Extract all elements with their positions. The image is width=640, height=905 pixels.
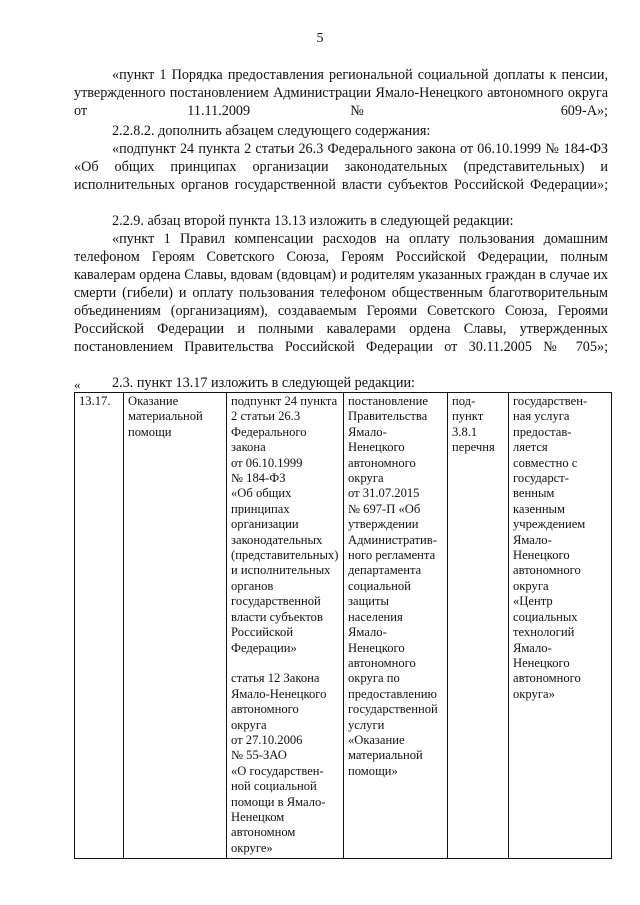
paragraph-line: Федерации от 30.11.2005 № 705»; — [366, 339, 609, 355]
cell-line: Ненецкого — [348, 440, 405, 455]
paragraph-2-3 — [74, 374, 608, 392]
cell-line: подпункт 24 пункта — [231, 394, 338, 408]
cell-line: населения — [348, 609, 403, 624]
paragraph-line: автономного округа от 11.11.2009 № 609-А»; — [74, 85, 609, 119]
paragraph-line: (представительных) и исполнительных органов государственной власти субъектов — [74, 159, 608, 193]
cell-line: автономного — [513, 563, 581, 578]
cell-line: утверждении — [348, 517, 419, 532]
cell-line: перечня — [452, 440, 495, 455]
cell-line: государственной — [231, 594, 321, 609]
cell-line: венным — [513, 486, 555, 501]
cell-line: от 27.10.2006 — [231, 732, 303, 747]
cell-line: автономного — [348, 655, 416, 670]
cell-line: округа по — [348, 671, 400, 686]
cell-line: Ямало- — [348, 625, 387, 640]
cell-line: Оказание — [128, 394, 179, 408]
paragraph-line: благотворительным объединениям (организациям), создаваемым Героями — [74, 285, 608, 319]
cell-line: технологий — [513, 625, 575, 640]
paragraph-line: «пункт 1 Правил компенсации расходов на оплату пользования домашним — [112, 231, 608, 247]
cell-line: органов — [231, 578, 274, 593]
cell-line: № 55-ЗАО — [231, 748, 287, 763]
cell-line: № 697-П «Об — [348, 501, 421, 516]
cell-subpoint — [448, 393, 509, 859]
paragraph-2-2-9 — [74, 212, 608, 230]
paragraph-line: телефоном Героям Советского Союза, Героям Российской Федерации, полным — [74, 249, 608, 265]
cell-line: предостав- — [513, 424, 572, 439]
cell-line: автономном — [231, 825, 296, 840]
cell-line: № 184-ФЗ — [231, 471, 286, 486]
paragraph-2-2-8-2 — [74, 122, 608, 140]
cell-service-name — [124, 393, 227, 859]
cell-line: от 06.10.1999 — [231, 455, 303, 470]
paragraph-line: Российской Федерации»; — [454, 177, 609, 193]
cell-line: ной социальной — [231, 779, 317, 794]
cell-line: Федерации» — [231, 640, 297, 655]
cell-line: казенным — [513, 501, 565, 516]
cell-line: Ямало- — [513, 532, 552, 547]
cell-line: ного регламента — [348, 548, 436, 563]
cell-line: Административ- — [348, 532, 437, 547]
cell-line: Ямало- — [513, 640, 552, 655]
cell-line: 2 статьи 26.3 — [231, 409, 301, 424]
paragraph-federal-law-184 — [74, 140, 608, 194]
cell-line: автономного — [231, 702, 299, 717]
cell-line: Правительства — [348, 409, 428, 424]
cell-line: предоставлению — [348, 686, 437, 701]
cell-line: помощи — [128, 424, 172, 439]
cell-line: и исполнительных — [231, 563, 331, 578]
cell-line: автономного — [348, 455, 416, 470]
cell-legal-basis — [227, 393, 344, 859]
paragraph-line: «пункт 1 Порядка предоставления региональной социальной доплаты к — [112, 67, 557, 83]
paragraph-line: пенсии, утвержденного постановлением Администрации Ямало-Ненецкого — [74, 67, 608, 101]
cell-line: 3.8.1 — [452, 424, 478, 439]
cell-line: учреждением — [513, 517, 586, 532]
cell-line: округа — [348, 471, 384, 486]
cell-line: государствен- — [513, 394, 588, 408]
cell-line: «О государствен- — [231, 763, 324, 778]
cell-line: защиты — [348, 594, 389, 609]
service-table — [74, 392, 612, 859]
paragraph-line: 2.2.9. абзац второй пункта 13.13 изложить в следующей редакции: — [112, 213, 514, 229]
paragraph-phone-compensation — [74, 230, 608, 356]
cell-line: услуги — [348, 717, 385, 732]
cell-line: совместно с — [513, 455, 578, 470]
cell-regulation — [344, 393, 448, 859]
cell-line: пункт — [452, 409, 484, 424]
cell-line: законодательных — [231, 532, 323, 547]
paragraph-line: кавалерам ордена Славы, вдовам (вдовцам) и родителям указанных граждан в — [74, 267, 546, 283]
cell-line: округа» — [513, 686, 555, 701]
cell-line: Федерального — [231, 424, 307, 439]
cell-line: «Оказание — [348, 732, 405, 747]
paragraph-line: «подпункт 24 пункта 2 статьи 26.3 Федерального закона от 06.10.1999 — [112, 141, 542, 157]
cell-line: Ненецкого — [348, 640, 405, 655]
cell-line: округа — [231, 717, 267, 732]
cell-line: Ненецком — [231, 809, 285, 824]
paragraph-line: случае их смерти (гибели) и оплату пользования телефоном общественным — [74, 267, 609, 301]
page-number: 5 — [316, 31, 324, 46]
cell-line: социальной — [348, 578, 411, 593]
paragraph-line: ордена Славы, утвержденных постановлением Правительства Российской — [74, 321, 609, 355]
cell-line: власти субъектов — [231, 609, 323, 624]
cell-provider — [509, 393, 612, 859]
cell-line: Ненецкого — [513, 655, 570, 670]
cell-line: Ненецкого — [513, 548, 570, 563]
paragraph-pension-supplement — [74, 66, 608, 120]
cell-line: материальной — [348, 748, 423, 763]
cell-line: закона — [231, 440, 266, 455]
cell-line: помощи в Ямало- — [231, 794, 326, 809]
table-row — [75, 393, 612, 859]
cell-line: от 31.07.2015 — [348, 486, 420, 501]
cell-line: государст- — [513, 471, 569, 486]
cell-line: Российской — [231, 625, 294, 640]
paragraph-line: Советского Союза, Героями Российской Федерации и полными кавалерами — [74, 303, 609, 337]
cell-line: помощи» — [348, 763, 398, 778]
cell-line — [231, 656, 340, 671]
cell-item-number — [75, 393, 124, 859]
cell-line: государственной — [348, 702, 438, 717]
cell-line: ляется — [513, 440, 548, 455]
cell-line: «Центр — [513, 594, 553, 609]
cell-line: социальных — [513, 609, 578, 624]
cell-line: принципах — [231, 501, 290, 516]
cell-line: материальной — [128, 409, 203, 424]
cell-line: постановление — [348, 394, 428, 408]
cell-line: под- — [452, 394, 476, 408]
paragraph-line: 2.2.8.2. дополнить абзацем следующего содержания: — [112, 123, 431, 139]
cell-line: округа — [513, 578, 549, 593]
paragraph-line: № 184-ФЗ «Об общих принципах организации законодательных — [74, 141, 609, 175]
cell-line: округе» — [231, 840, 273, 855]
cell-line: департамента — [348, 563, 422, 578]
cell-line: «Об общих — [231, 486, 292, 501]
opening-quote-mark: « — [74, 377, 81, 392]
cell-line: Ямало-Ненецкого — [231, 686, 327, 701]
cell-line: 13.17. — [79, 394, 111, 408]
paragraph-line: 2.3. пункт 13.17 изложить в следующей редакции: — [112, 375, 415, 391]
cell-line: (представительных) — [231, 548, 339, 563]
cell-line: организации — [231, 517, 299, 532]
cell-line: автономного — [513, 671, 581, 686]
cell-line: ная услуга — [513, 409, 570, 424]
cell-line: Ямало- — [348, 424, 387, 439]
cell-line: статья 12 Закона — [231, 671, 320, 686]
